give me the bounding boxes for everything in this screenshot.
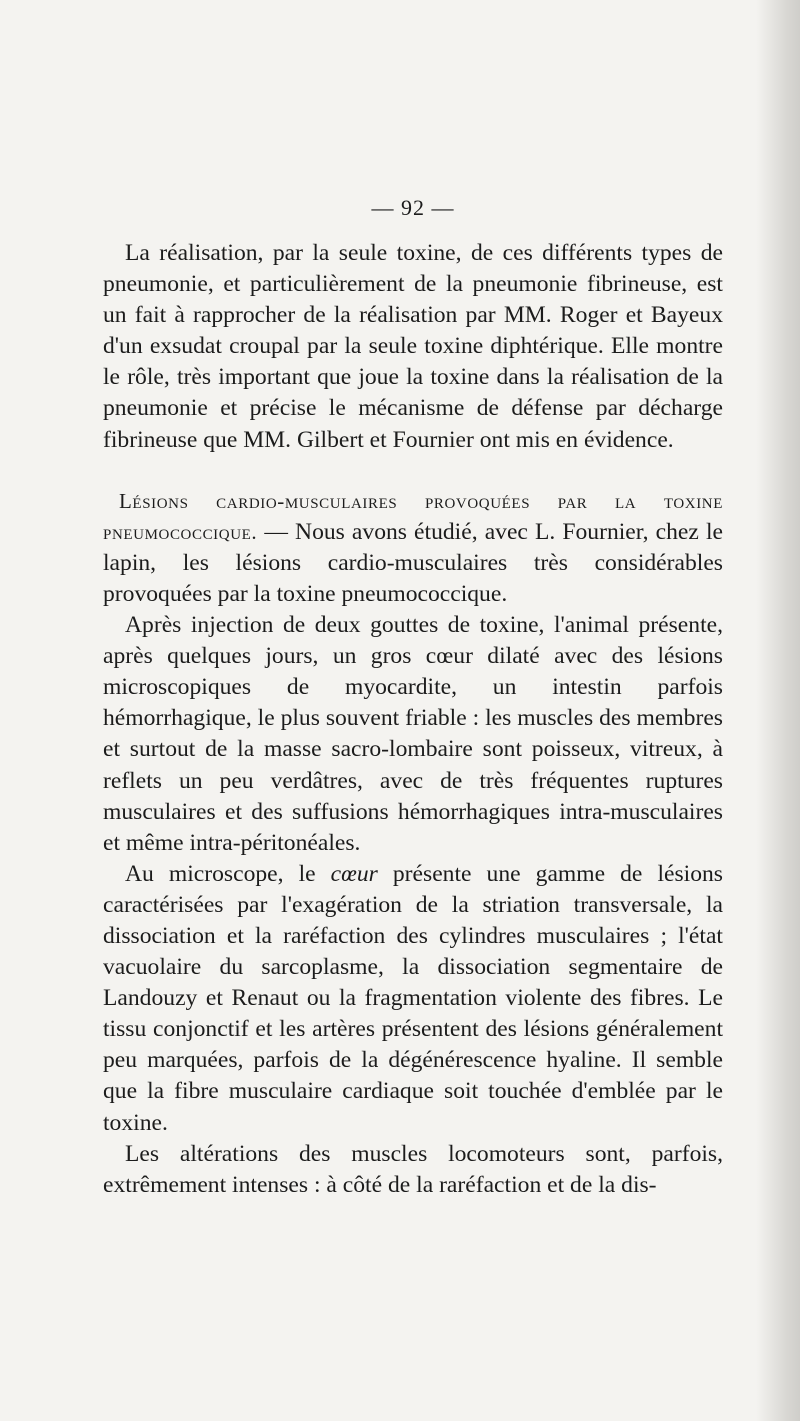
book-page — [103, 196, 723, 1201]
paragraph-injection: Après injection de deux gouttes de toxine, l'animal présente, après quelques jours, un gros cœur dilaté avec des lésions microscopiques de myocardite, un intestin parfois hémorrhagique, le plus souvent friable : les muscles des membres et surtout de la masse sacro-lombaire sont poisseux, vitreux, à reflets un peu verdâtres, avec de très fréquentes ruptures musculaires et des suffusions hémorrhagiques intra-musculaires et même intra-péritonéales. — [103, 612, 723, 856]
page-number: — 92 — — [371, 195, 455, 220]
section-intro-text: — Nous avons étudié, avec L. Fournier, chez le lapin, les lésions cardio-musculaires très considérables provoquées par la toxine pneumococcique. — [103, 518, 723, 607]
paragraph-muscles-locomoteurs: Les altérations des muscles locomoteurs sont, parfois, extrêmement intenses : à côté de la raréfaction et de la dis- — [103, 1140, 723, 1198]
page-edge-shadow — [756, 0, 800, 1421]
section-heading: Lésions cardio-musculaires provoquées par la toxine pneumococcique. — [103, 488, 723, 544]
paragraph-microscope-start: Au microscope, le — [125, 860, 331, 887]
emphasis-coeur: cœur — [330, 860, 378, 887]
paragraph-microscope — [103, 859, 723, 1139]
paragraph-pneumonie: La réalisation, par la seule toxine, de ces différents types de pneumonie, et particulièrement de la pneumonie fibrineuse, est un fait à rapprocher de la réalisation par MM. Roger et Bayeux d'un exsudat croupal par la seule toxine diphtérique. Elle montre le rôle, très important que joue la toxine dans la réalisation de la pneumonie et précise le mécanisme de défense par décharge fibrineuse que MM. Gilbert et Fournier ont mis en évidence. — [103, 240, 723, 453]
paragraph-microscope-rest: présente une gamme de lésions caractérisées par l'exagération de la striation transversale, la dissociation et la raréfaction des cylindres musculaires ; l'état vacuolaire du sarcoplasme, la dissociation segmentaire de Landouzy et Renaut ou la fragmentation violente des fibres. Le tissu conjonctif et les artères présentent des lésions généralement peu marquées, parfois de la dégénérescence hyaline. Il semble que la fibre musculaire cardiaque soit touchée d'emblée par le toxine. — [103, 860, 723, 1136]
section-cardio-musculaires — [103, 486, 723, 610]
